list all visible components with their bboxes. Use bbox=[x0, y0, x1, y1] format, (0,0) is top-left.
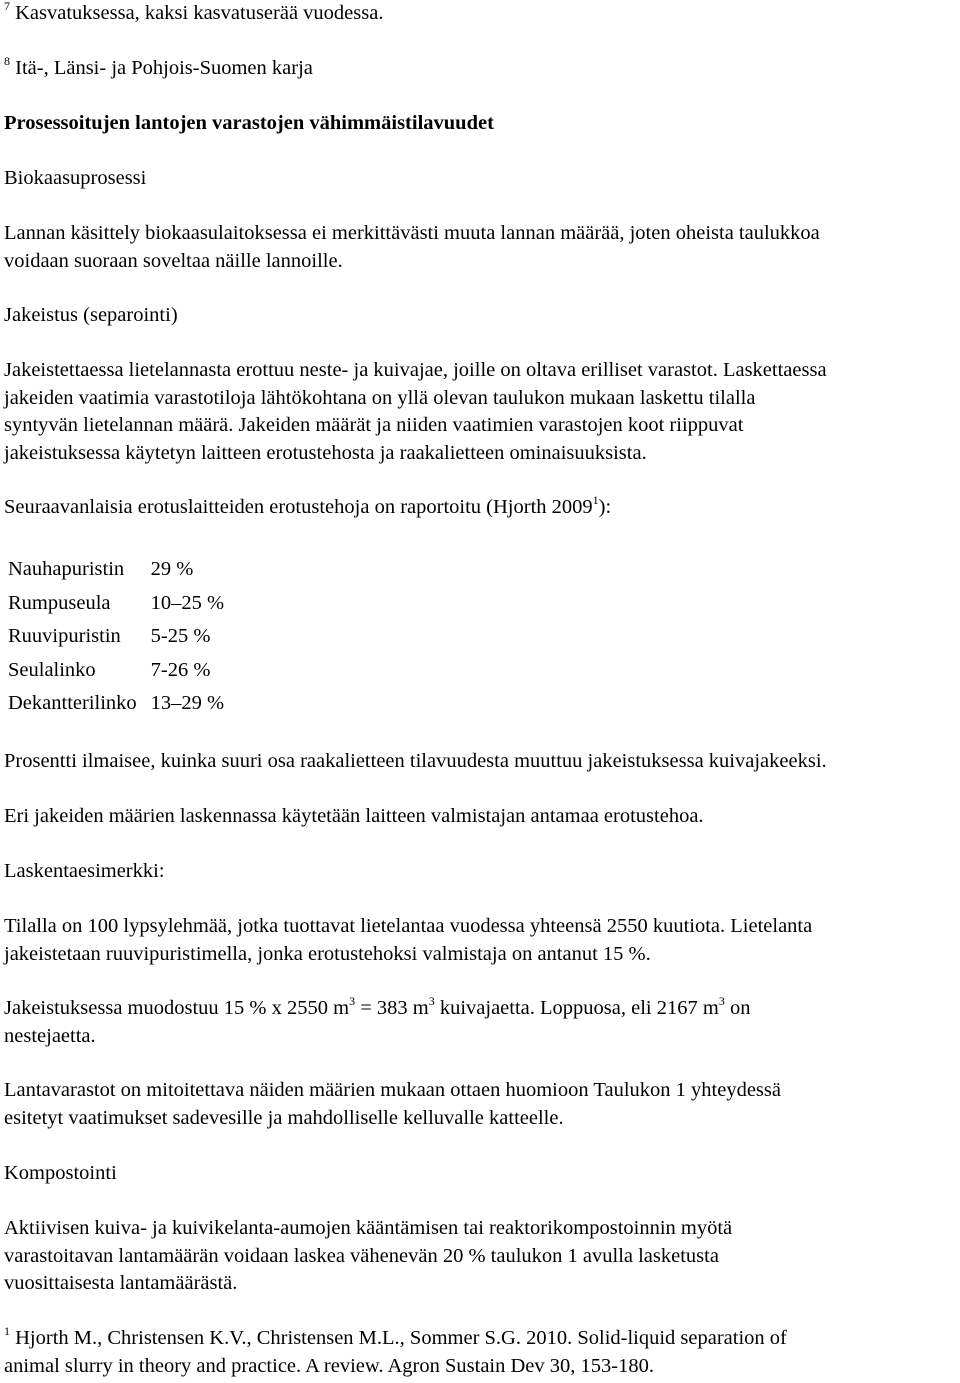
separation-efficiency-table bbox=[8, 553, 238, 721]
example-paragraph-3 bbox=[4, 1077, 956, 1132]
superscript: 3 bbox=[349, 994, 356, 1008]
footnote-7 bbox=[4, 0, 956, 28]
paragraph-line: Tilalla on 100 lypsylehmää, jotka tuottavat lietelantaa vuodessa yhteensä 2550 kuutiota. Lietelanta bbox=[4, 915, 813, 937]
percent-note: Prosentti ilmaisee, kuinka suuri osa raakalietteen tilavuudesta muuttuu jakeistuksessa kuivajakeeksi. bbox=[4, 750, 827, 772]
separation-heading: Jakeistus (separointi) bbox=[4, 304, 178, 326]
calc-text: = 383 m bbox=[355, 997, 429, 1019]
separation-paragraph bbox=[4, 357, 956, 467]
paragraph-line: jakeistetaan ruuvipuristimella, jonka erotustehoksi valmistaja on antanut 15 %. bbox=[4, 942, 651, 965]
biogas-heading: Biokaasuprosessi bbox=[4, 167, 147, 189]
rate-row bbox=[8, 654, 238, 688]
separation-intro bbox=[4, 494, 956, 522]
efficiency-value: 7-26 % bbox=[150, 658, 211, 681]
calc-text: Jakeistuksessa muodostuu 15 % x 2550 m bbox=[4, 997, 350, 1019]
footnote-mark: 7 bbox=[4, 0, 10, 13]
example-paragraph-2 bbox=[4, 995, 956, 1050]
example-paragraph-1 bbox=[4, 913, 956, 968]
manufacturer-note: Eri jakeiden määrien laskennassa käytetään laitteen valmistajan antamaa erotustehoa. bbox=[4, 805, 704, 827]
footnote-text: Itä-, Länsi- ja Pohjois-Suomen karja bbox=[15, 57, 313, 79]
paragraph-line: syntyvän lietelannan määrä. Jakeiden määrät ja niiden vaatimien varastojen koot riippuvat bbox=[4, 414, 744, 436]
biogas-paragraph bbox=[4, 220, 956, 275]
efficiency-value: 13–29 % bbox=[150, 692, 225, 714]
rate-row bbox=[8, 587, 238, 621]
paragraph-line: Lannan käsittely biokaasulaitoksessa ei merkittävästi muuta lannan määrää, joten oheista taulukkoa bbox=[4, 222, 820, 244]
composting-paragraph bbox=[4, 1215, 956, 1298]
device-name: Ruuvipuristin bbox=[8, 625, 121, 647]
footnote-text: Kasvatuksessa, kaksi kasvatuserää vuodessa. bbox=[15, 2, 384, 24]
reference-mark: 1 bbox=[592, 493, 599, 507]
device-name: Rumpuseula bbox=[8, 591, 111, 614]
efficiency-value: 5-25 % bbox=[150, 625, 211, 647]
superscript: 3 bbox=[718, 994, 725, 1008]
paragraph-line: vuosittaisesta lantamäärästä. bbox=[4, 1272, 238, 1294]
footnote-8 bbox=[4, 55, 956, 83]
superscript: 3 bbox=[428, 994, 435, 1008]
device-name: Nauhapuristin bbox=[8, 558, 125, 580]
efficiency-value: 10–25 % bbox=[150, 591, 225, 614]
intro-text: Seuraavanlaisia erotuslaitteiden erotustehoja on raportoitu (Hjorth 2009 bbox=[4, 496, 593, 518]
calc-text: kuivajaetta. Loppuosa, eli 2167 m bbox=[434, 997, 719, 1019]
rate-row bbox=[8, 620, 238, 654]
footnote-reference bbox=[4, 1325, 956, 1380]
example-heading: Laskentaesimerkki: bbox=[4, 860, 165, 882]
paragraph-line: esitetyt vaatimukset sadevesille ja mahdolliselle kelluvalle katteelle. bbox=[4, 1106, 564, 1129]
paragraph-line: Aktiivisen kuiva- ja kuivikelanta-aumojen kääntämisen tai reaktorikompostoinnin myötä bbox=[4, 1217, 733, 1239]
footnote-mark: 1 bbox=[4, 1324, 10, 1338]
footnote-text: Hjorth M., Christensen K.V., Christensen M.L., Sommer S.G. 2010. Solid-liquid separation of bbox=[15, 1327, 787, 1349]
rate-row bbox=[8, 687, 238, 721]
efficiency-value: 29 % bbox=[150, 558, 194, 580]
intro-end: ): bbox=[598, 496, 612, 518]
section-title: Prosessoitujen lantojen varastojen vähimmäistilavuudet bbox=[4, 112, 494, 134]
paragraph-line: varastoitavan lantamäärän voidaan laskea vähenevän 20 % taulukon 1 avulla lasketusta bbox=[4, 1244, 719, 1267]
paragraph-line: voidaan suoraan soveltaa näille lannoille. bbox=[4, 249, 343, 272]
calc-text: on bbox=[724, 997, 751, 1019]
paragraph-line: jakeistuksessa käytetyn laitteen erotustehosta ja raakalietteen ominaisuuksista. bbox=[4, 441, 647, 464]
footnote-mark: 8 bbox=[4, 54, 10, 68]
paragraph-line: Jakeistettaessa lietelannasta erottuu neste- ja kuivajae, joille on oltava erilliset varastot. Laskettaessa bbox=[4, 359, 827, 381]
device-name: Dekantterilinko bbox=[8, 692, 137, 714]
composting-heading: Kompostointi bbox=[4, 1162, 117, 1184]
footnote-text: animal slurry in theory and practice. A review. Agron Sustain Dev 30, 153-180. bbox=[4, 1354, 654, 1377]
paragraph-line: nestejaetta. bbox=[4, 1024, 96, 1047]
device-name: Seulalinko bbox=[8, 658, 96, 681]
paragraph-line: Lantavarastot on mitoitettava näiden määrien mukaan ottaen huomioon Taulukon 1 yhteydessä bbox=[4, 1079, 781, 1101]
paragraph-line: jakeiden vaatimia varastotiloja lähtökohtana on yllä olevan taulukon mukaan laskettu tilalla bbox=[4, 386, 756, 409]
rate-row bbox=[8, 553, 238, 587]
